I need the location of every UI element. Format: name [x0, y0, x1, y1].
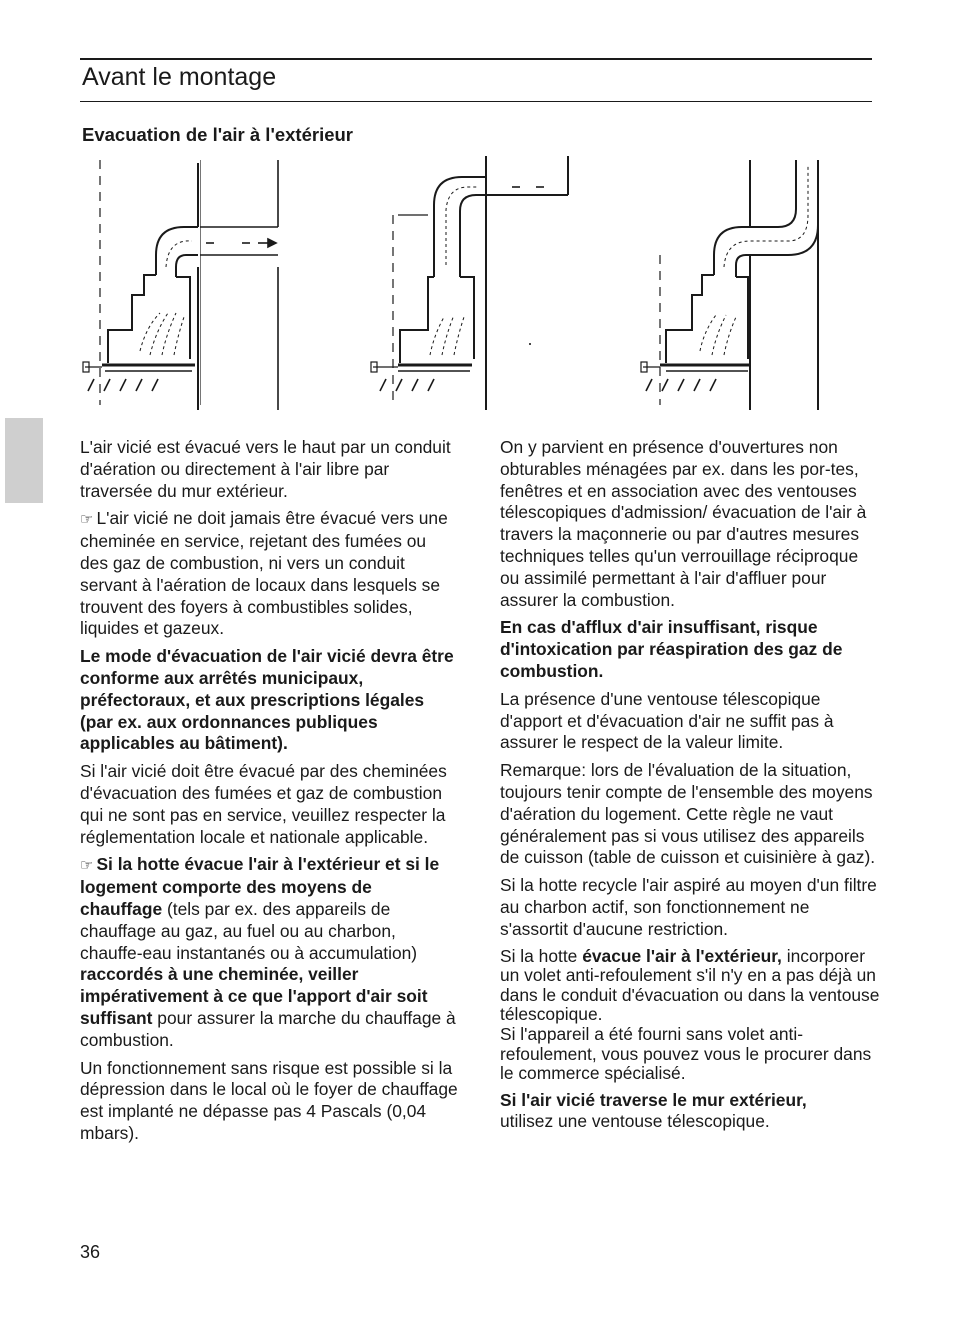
warning-paragraph: ☞ L'air vicié ne doit jamais être évacué vers une cheminée en service, rejetant des fumées ou des gaz de combustion, ni vers un conduit servant à l'aération de locaux dans lesquels se trouvent des foyers à combustibles solides, liquides et gazeux.: [80, 508, 448, 639]
wall-exhaust-diagram: [80, 155, 220, 413]
wall-exhaust-paragraph: Si l'air vicié traverse le mur extérieur, utilisez une ventouse télescopique.: [500, 1089, 807, 1132]
header-rule-top: [80, 58, 872, 60]
page-header-title: Avant le montage: [82, 63, 277, 91]
paragraph: On y parvient en présence d'ouvertures non obturables ménagées par ex. dans les por-tes, fenêtres et en association avec des ventouses télescopiques d'admission/ évacuation de l'air à travers la maçonnerie ou par d'autres mesures techniques telles qu'un verrouillage réciproque ou assimilé permettant à l'air d'affluer pour assurer la combustion.: [500, 437, 867, 610]
intoxication-warning: En cas d'afflux d'air insuffisant, risque d'intoxication par réaspiration des gaz de combustion.: [500, 617, 843, 681]
paragraph: Si la hotte recycle l'air aspiré au moyen d'un filtre au charbon actif, son fonctionnement ne s'assortit d'aucune restriction.: [500, 875, 877, 939]
left-column: [80, 437, 458, 1151]
header-rule-bottom: [80, 101, 872, 102]
paragraph: L'air vicié est évacué vers le haut par un conduit d'aération ou directement à l'air libre par traversée du mur extérieur.: [80, 437, 451, 501]
paragraph: Un fonctionnement sans risque est possible si la dépression dans le local où le foyer de chauffage est implanté ne dépasse pas 4 Pascals (0,04 mbars).: [80, 1057, 458, 1143]
pointing-hand-icon: ☞: [80, 857, 94, 875]
roof-exhaust-diagram: [368, 155, 570, 413]
heating-warning-paragraph: ☞ Si la hotte évacue l'air à l'extérieur et si le logement comporte des moyens de chauffage (tels par ex. des appareils de chauffage au gaz, au fuel ou au charbon, chauffe-eau instantanés ou à accumulation) raccordés à une cheminée, veiller impérativement à ce que l'apport d'air soit suffisant pour assurer la marche du chauffage à combustion.: [80, 854, 456, 1050]
wall-exhaust-outer-wall: [200, 155, 280, 413]
chimney-exhaust-diagram: [638, 155, 840, 413]
remark-paragraph: Remarque: lors de l'évaluation de la situation, toujours tenir compte de l'ensemble des moyens d'aération du logement. Cette règle ne vaut généralement pas si vous utilisez des appareils de cuisson (table de cuisson et cuisinière à gaz).: [500, 760, 876, 868]
language-side-tab: [5, 418, 43, 503]
section-title: Evacuation de l'air à l'extérieur: [82, 124, 353, 145]
paragraph: Si l'air vicié doit être évacué par des cheminées d'évacuation des fumées et gaz de combustion qui ne sont pas en service, veuillez respecter la réglementation locale et nationale applicable.: [80, 761, 447, 847]
right-column: [500, 437, 880, 1139]
regulation-paragraph: Le mode d'évacuation de l'air vicié devra être conforme aux arrêtés municipaux, préfectoraux, et aux prescriptions légales (par ex. aux ordonnances publiques applicables au bâtiment).: [80, 646, 454, 754]
non-return-flap-paragraph: Si la hotte évacue l'air à l'extérieur, incorporer un volet anti-refoulement s'il n'y en a pas déjà un dans le conduit d'évacuation ou dans la ventouse télescopique. Si l'appareil a été fourni sans volet anti-refoulement, vous pouvez vous le procurer dans le commerce spécialisé.: [500, 945, 880, 1084]
paragraph: La présence d'une ventouse télescopique d'apport et d'évacuation d'air ne suffit pas à assurer le respect de la valeur limite.: [500, 688, 834, 753]
pointing-hand-icon: ☞: [80, 511, 94, 529]
page-number: 36: [80, 1242, 101, 1262]
